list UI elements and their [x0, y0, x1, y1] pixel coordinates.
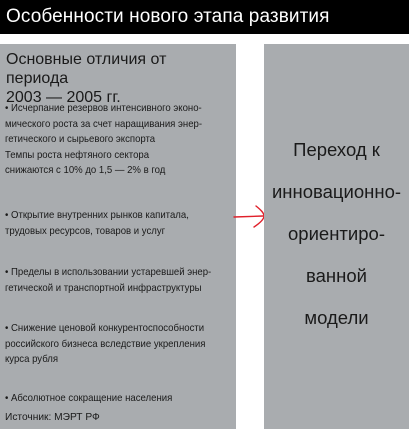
- bullet-line: гетического и сырьевого экспорта: [5, 134, 156, 146]
- differences-panel: [0, 44, 236, 429]
- bullet-line: • Абсолютное сокращение населения: [5, 393, 173, 404]
- bullet-line: • Пределы в использовании устаревшей энер-: [5, 267, 212, 278]
- page-title: Особенности нового этапа развития: [0, 0, 409, 34]
- transition-line: инновационно-: [271, 181, 402, 202]
- transition-line: ванной: [306, 265, 367, 286]
- transition-line: ориентиро-: [288, 223, 385, 244]
- bullet-line: Темпы роста нефтяного сектора: [5, 149, 150, 161]
- bullet-line: гетической и транспортной инфраструктуры: [5, 282, 202, 294]
- differences-title-line-2: 2003 — 2005 гг.: [6, 89, 121, 106]
- source-note: Источник: МЭРТ РФ: [5, 412, 100, 423]
- bullet-line: российского бизнеса вследствие укрепления: [5, 338, 206, 350]
- transition-line: модели: [304, 307, 369, 328]
- bullet-line: • Открытие внутренних рынков капитала,: [5, 210, 189, 221]
- bullet-line: мического роста за счет наращивания энер-: [5, 118, 203, 130]
- bullet-line: снижаются с 10% до 1,5 — 2% в год: [5, 165, 166, 177]
- bullet-item-resources: [5, 101, 232, 179]
- bullet-line: • Исчерпание резервов интенсивного эконо-: [5, 103, 202, 114]
- red-arrow-icon: [233, 203, 267, 229]
- transition-panel: [264, 44, 409, 429]
- differences-title: [6, 50, 232, 107]
- transition-line: Переход к: [293, 139, 380, 160]
- bullet-line: курса рубля: [5, 354, 59, 366]
- bullet-item-infrastructure: [5, 265, 232, 296]
- bullet-item-population: [5, 391, 232, 407]
- bullet-item-markets: [5, 208, 232, 239]
- bullet-item-competitiveness: [5, 321, 232, 368]
- bullet-line: • Снижение ценовой конкурентоспособности: [5, 323, 205, 334]
- differences-title-line-1: Основные отличия от периода: [6, 51, 167, 87]
- transition-text: [264, 129, 409, 339]
- bullet-line: трудовых ресурсов, товаров и услуг: [5, 225, 166, 237]
